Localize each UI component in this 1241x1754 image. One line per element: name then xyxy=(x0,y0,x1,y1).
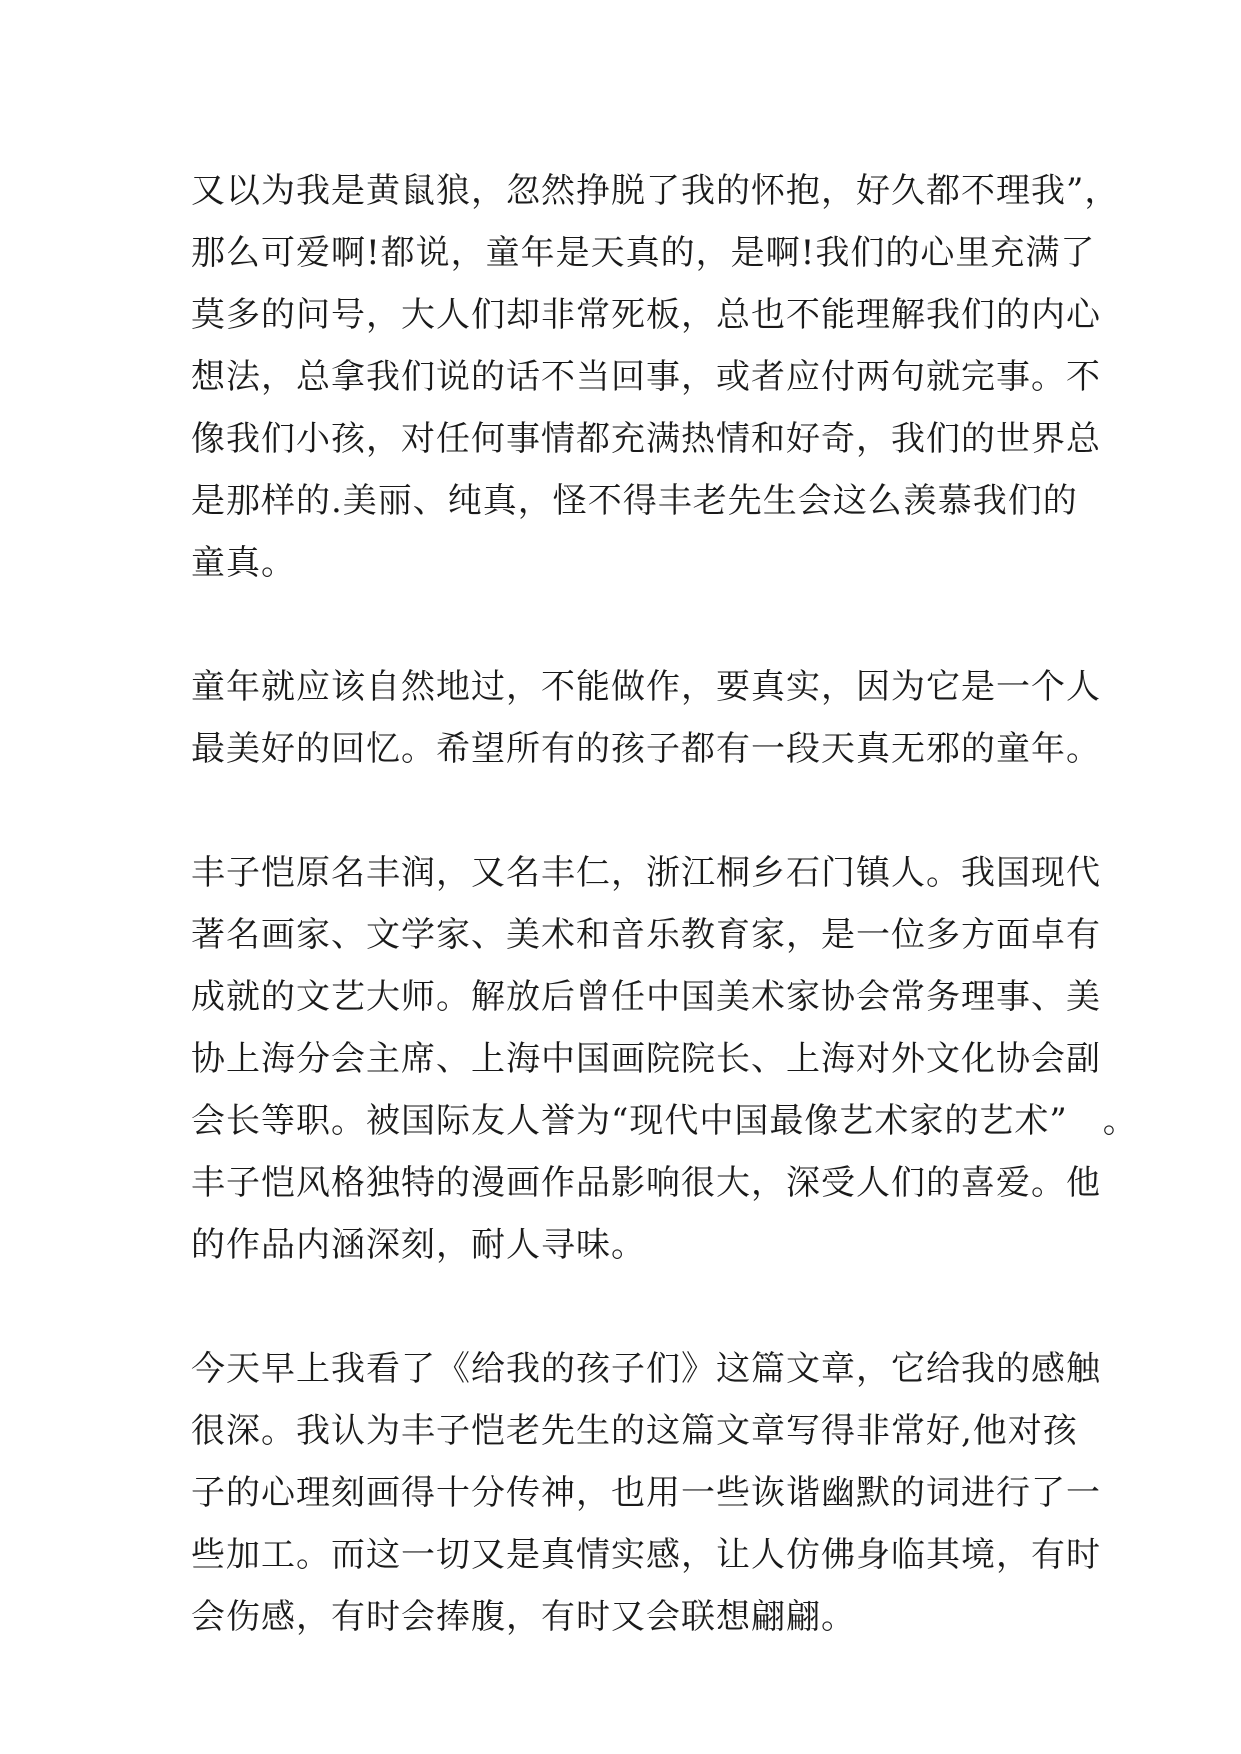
paragraph-author-bio xyxy=(191,842,1138,1276)
text-line: 莫多的问号，大人们却非常死板，总也不能理解我们的内心 xyxy=(191,295,1101,335)
text-line: 童年就应该自然地过，不能做作，要真实，因为它是一个人 xyxy=(191,667,1101,707)
paragraph-reading-reflection xyxy=(191,1338,1101,1648)
text-line: 子的心理刻画得十分传神，也用一些诙谐幽默的词进行了一 xyxy=(191,1473,1101,1513)
text-line: 些加工。而这一切又是真情实感，让人仿佛身临其境，有时 xyxy=(191,1535,1101,1575)
text-line: 的作品内涵深刻，耐人寻味。 xyxy=(191,1225,646,1265)
text-line: 会长等职。被国际友人誉为“现代中国最像艺术家的艺术” 。 xyxy=(191,1101,1138,1141)
text-line: 想法，总拿我们说的话不当回事，或者应付两句就完事。不 xyxy=(191,357,1101,397)
text-line: 又以为我是黄鼠狼，忽然挣脱了我的怀抱，好久都不理我”， xyxy=(191,171,1120,211)
text-line: 是那样的.美丽、纯真，怪不得丰老先生会这么羡慕我们的 xyxy=(191,481,1078,521)
text-line: 最美好的回忆。希望所有的孩子都有一段天真无邪的童年。 xyxy=(191,729,1101,769)
text-line: 会伤感，有时会捧腹，有时又会联想翩翩。 xyxy=(191,1597,856,1637)
text-line: 像我们小孩，对任何事情都充满热情和好奇，我们的世界总 xyxy=(191,419,1101,459)
paragraph-childhood-innocence xyxy=(191,160,1120,594)
text-line: 成就的文艺大师。解放后曾任中国美术家协会常务理事、美 xyxy=(191,977,1101,1017)
text-line: 丰子恺原名丰润，又名丰仁，浙江桐乡石门镇人。我国现代 xyxy=(191,853,1101,893)
text-line: 今天早上我看了《给我的孩子们》这篇文章，它给我的感触 xyxy=(191,1349,1101,1389)
text-line: 丰子恺风格独特的漫画作品影响很大，深受人们的喜爱。他 xyxy=(191,1163,1101,1203)
text-line: 很深。我认为丰子恺老先生的这篇文章写得非常好,他对孩 xyxy=(191,1411,1078,1451)
paragraph-childhood-natural xyxy=(191,656,1101,780)
text-line: 童真。 xyxy=(191,543,296,583)
text-line: 协上海分会主席、上海中国画院院长、上海对外文化协会副 xyxy=(191,1039,1101,1079)
text-line: 那么可爱啊!都说，童年是天真的，是啊!我们的心里充满了 xyxy=(191,233,1096,273)
text-line: 著名画家、文学家、美术和音乐教育家，是一位多方面卓有 xyxy=(191,915,1101,955)
document-body xyxy=(191,160,1138,1710)
